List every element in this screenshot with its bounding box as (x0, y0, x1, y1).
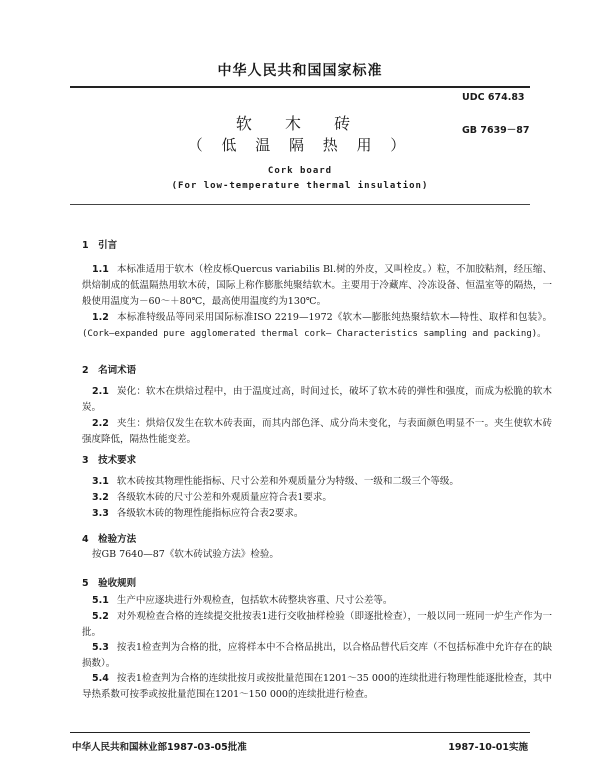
paragraph-5-4 (82, 671, 552, 703)
document-title: 软 木 砖 (235, 114, 365, 133)
header-rule (70, 86, 530, 88)
clause-text: 按表1检查判为合格的连续批按月或按批量范围在1201～35 000的连续批进行物理性能逐批检查，其中导热系数可按季或按批量范围在1201～150 000的连续批进行检查。 (82, 673, 552, 700)
paragraph-3-1 (82, 474, 552, 490)
section-2-heading: 2 名词术语 (82, 365, 137, 376)
clause-number: 3.1 (92, 476, 109, 487)
clause-text: 各级软木砖的尺寸公差和外观质量应符合表1要求。 (116, 492, 332, 503)
english-title: Cork board (267, 166, 333, 176)
paragraph-1-2 (82, 310, 552, 342)
clause-text: 本标准适用于软木（栓皮栎Quercus variabilis Bl.树的外皮，又叫栓皮。）粒，不加胶粘剂，经压缩、烘焙制成的低温隔热用软木砖，国际上称作膨胀纯聚结软木。主要用于冷藏库、冷冻设备、恒温室等的隔热，一般使用温度为－60～＋80℃，最高使用温度约为130℃。 (82, 264, 552, 307)
clause-text: 本标准特级品等同采用国际标准ISO 2219—1972《软木—膨胀纯热聚结软木—特性、取样和包装》。 (116, 312, 552, 323)
paragraph-5-3 (82, 640, 552, 672)
gb-code: GB 7639－87 (462, 125, 530, 136)
approval-note: 中华人民共和国林业部1987-03-05批准 (72, 742, 247, 753)
clause-number: 5.4 (92, 673, 109, 684)
clause-number: 2.2 (92, 418, 109, 429)
paragraph-4: 按GB 7640—87《软木砖试验方法》检验。 (92, 549, 279, 560)
section-5-heading: 5 验收规则 (82, 578, 137, 589)
clause-number: 3.2 (92, 492, 109, 503)
section-4-heading: 4 检验方法 (82, 534, 137, 545)
clause-number: 1.2 (92, 312, 109, 323)
section-1-heading: 1 引言 (82, 240, 118, 251)
clause-text: 生产中应逐块进行外观检查，包括软木砖整块容重、尺寸公差等。 (116, 595, 393, 606)
standard-header-title: 中华人民共和国国家标准 (217, 63, 383, 79)
clause-number: 3.3 (92, 508, 109, 519)
paragraph-3-2 (82, 490, 552, 506)
clause-number: 5.3 (92, 642, 109, 653)
clause-text: 炭化：软木在烘焙过程中，由于温度过高，时间过长，破坏了软木砖的弹性和强度，而成为松脆的软木炭。 (82, 386, 552, 413)
clause-text: 各级软木砖的物理性能指标应符合表2要求。 (116, 508, 304, 519)
clause-text: 按表1检查判为合格的批，应将样本中不合格品挑出，以合格品替代后交库（不包括标准中允许存在的缺损数）。 (82, 642, 552, 669)
paragraph-2-1 (82, 384, 552, 416)
paragraph-1-1 (82, 262, 552, 310)
english-subtitle: (For low-temperature thermal insulation) (171, 181, 429, 191)
title-divider (70, 204, 530, 205)
paragraph-5-1 (82, 593, 552, 609)
implementation-date: 1987-10-01实施 (448, 742, 528, 753)
clause-text: 对外观检查合格的连续提交批按表1进行交收抽样检验（即逐批检查），一般以同一班同一炉生产作为一批。 (82, 611, 552, 638)
clause-text: 软木砖按其物理性能指标、尺寸公差和外观质量分为特级、一级和二级三个等级。 (116, 476, 459, 487)
clause-number: 1.1 (92, 264, 109, 275)
paragraph-5-2 (82, 609, 552, 641)
document-subtitle: （ 低 温 隔 热 用 ） (187, 136, 413, 154)
clause-text: 夹生：烘焙仅发生在软木砖表面，而其内部色泽、成分尚未变化，与表面颜色明显不一。夹生使软木砖强度降低，隔热性能变差。 (82, 418, 552, 445)
udc-code: UDC 674.83 (462, 92, 525, 103)
paragraph-3-3 (82, 506, 552, 522)
clause-number: 5.1 (92, 595, 109, 606)
section-3-heading: 3 技术要求 (82, 455, 137, 466)
clause-number: 5.2 (92, 611, 109, 622)
paragraph-2-2 (82, 416, 552, 448)
footer-rule (70, 732, 530, 733)
clause-number: 2.1 (92, 386, 109, 397)
clause-text-english: (Cork—expanded pure agglomerated thermal cork— Characteristics sampling and packing)。 (82, 329, 547, 339)
